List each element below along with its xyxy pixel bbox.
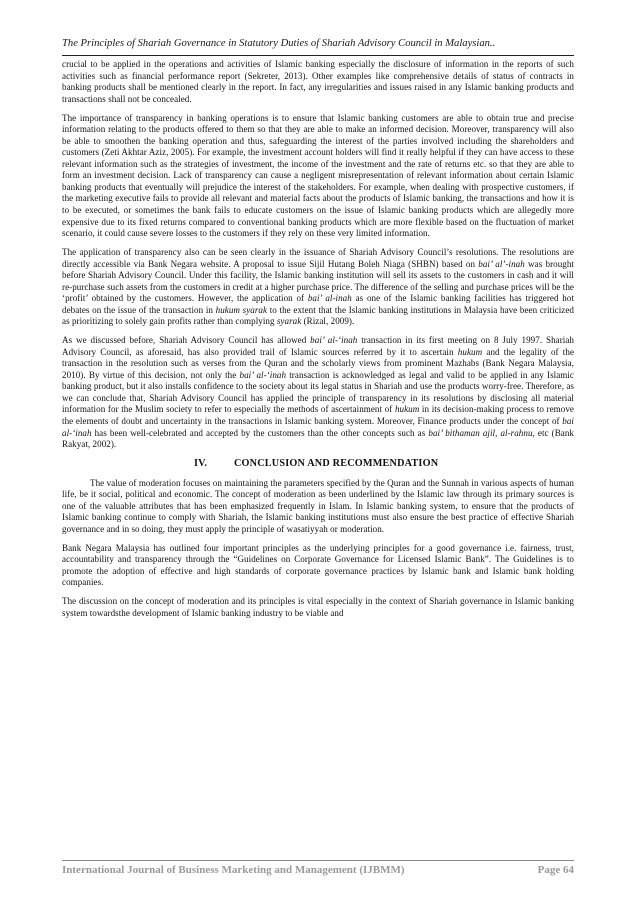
paragraph-governance-principles: Bank Negara Malaysia has outlined four important principles as the underlying principles for a good governance i.e. fairness, trust, accountability and transparency through the “Guidelines on Corporate Governance for Licensed Islamic Bank”. The Guidelines is to promote the adoption of effective and high standards of corporate governance practices by Islamic bank and Islamic bank holding companies. xyxy=(62,542,574,588)
page-number: Page 64 xyxy=(537,864,574,876)
page-footer xyxy=(62,864,574,876)
paragraph-transparency-importance: The importance of transparency in banking operations is to ensure that Islamic banking customers are able to obtain true and precise information relating to the products offered to them so that they are able to make an informed decision. Moreover, transparency will also be able to smoothen the banking operation and thus, safeguarding the interest of the parties involved including the shareholders and customers (Zeti Akhtar Aziz, 2005). For example, the investment account holders will find it really helpful if they can have access to these relevant information such as the strategies of investment, the income of the investment and the rate of returns etc. so that they are able to form an investment decision. Lack of transparency can cause a negligent misrepresentation of relevant information about certain Islamic banking products that eventually will prejudice the interest of the stakeholders. For example, when dealing with prospective customers, if the marketing executive fails to provide all relevant and material facts about the products of Islamic banking, the transactions and how it is to be executed, or sometimes the bank fails to educate customers on the issue of Islamic banking products which are allegedly more expensive due to its fixed returns compared to conventional banking products which are more flexible based on the fluctuation of market scenario, it could cause severe losses to the customers if they rely on these very limited information. xyxy=(62,112,574,239)
term-italic: bai’ al-‘inah xyxy=(310,335,358,346)
paragraph-disclosure: crucial to be applied in the operations and activities of Islamic banking especially the disclosure of information in the reports of such activities such as financial performance report (Sekreter, 2013). Other examples like comprehensive details of status of contracts in banking products shall be mentioned clearly in the report. In fact, any irregularities and issues raised in any Islamic banking products and transactions shall not be concealed. xyxy=(62,59,574,104)
journal-name: International Journal of Business Marketing and Management (IJBMM) xyxy=(62,864,405,876)
term-italic: hukum syarak xyxy=(215,304,268,315)
article-body xyxy=(62,59,574,627)
term-italic: bai’ al’-inah xyxy=(478,258,525,269)
running-header: The Principles of Shariah Governance in Statutory Duties of Shariah Advisory Council in Malaysian.. xyxy=(62,38,496,49)
paragraph-transparency-application: The application of transparency also can be seen clearly in the issuance of Shariah Advisory Council’s resolutions. The resolutions are directly accessible via Bank Negara website. A proposal to issue Sijil Hutang Boleh Niaga (SHBN) based on bai’ al’-inah was brought before Shariah Advisory Council. Under this facility, the Islamic banking institution will sell its assets to the customers in cash and it will re-purchase such assets from the customers in credit at a higher purchase price. The difference of the selling and purchase prices will be the ‘profit’ obtained by the customers. However, the application of bai’ al-inah as one of the Islamic banking facilities has triggered hot debates on the issue of the transaction in hukum syarak to the extent that the Islamic banking institutions in Malaysia have been criticized as prioritizing to solely gain profits rather than complying syarak (Rizal, 2009). xyxy=(62,246,575,327)
term-italic: bai al-‘inah xyxy=(62,416,574,438)
term-italic: hukum xyxy=(394,404,420,415)
term-italic: syarak xyxy=(276,316,302,327)
paragraph-discussion: The discussion on the concept of moderation and its principles is vital especially in the context of Shariah governance in Islamic banking system towardsthe development of Islamic banking industry to be viable and xyxy=(62,596,574,618)
paragraph-bai-al-inah: As we discussed before, Shariah Advisory Council has allowed bai’ al-‘inah transaction in its first meeting on 8 July 1997. Shariah Advisory Council, as aforesaid, has also provided trail of Islamic sources referred by it to ascertain hukum and the legality of the transaction in the resolution such as verses from the Quran and the scholarly views from prominent Mazhabs (Bank Negara Malaysia, 2010). By virtue of this decision, not only the bai’ al-‘inah transaction is acknowledged as legal and valid to be applied in any Islamic banking product, but it also installs confidence to the society about its legal status in Shariah and use the products worry-free. Therefore, as we can conclude that, Shariah Advisory Council has applied the principle of transparency in its resolutions by disclosing all material information for the Muslim society to refer to especially the methods of ascertainment of hukum in its decision-making process to remove the elements of doubt and uncertainty in the transactions in Islamic banking system. Moreover, Finance products under the concept of bai al-‘inah has been well-celebrated and accepted by the customers than the other concepts such as bai’ bithaman ajil, al-rahnu, etc (Bank Rakyat, 2002). xyxy=(62,335,575,450)
paragraph-moderation: The value of moderation focuses on maintaining the parameters specified by the Quran and the Sunnah in various aspects of human life, be it social, political and economic. The concept of moderation as been underlined by the Islamic law through its primary sources is one of the valuable attributes that has been emphasized frequently in Islam. In Islamic banking system, to ensure that the products of Islamic banking continue to comply with Shariah, the Islamic banking institutions must also ensure the best practice of effective Shariah governance and in so doing, they must apply the principle of wasatiyyah or moderation. xyxy=(62,477,574,534)
term-italic: hukum xyxy=(457,346,483,357)
header-divider xyxy=(62,55,574,56)
term-italic: bai’ al-‘inah xyxy=(239,369,287,380)
footer-divider xyxy=(62,860,574,861)
term-italic: bai’ bithaman ajil, al-rahnu, xyxy=(428,427,535,438)
section-number: IV. xyxy=(194,458,208,470)
section-title: CONCLUSION AND RECOMMENDATION xyxy=(234,458,439,470)
term-italic: bai’ al-inah xyxy=(307,293,352,304)
section-heading xyxy=(62,458,574,470)
